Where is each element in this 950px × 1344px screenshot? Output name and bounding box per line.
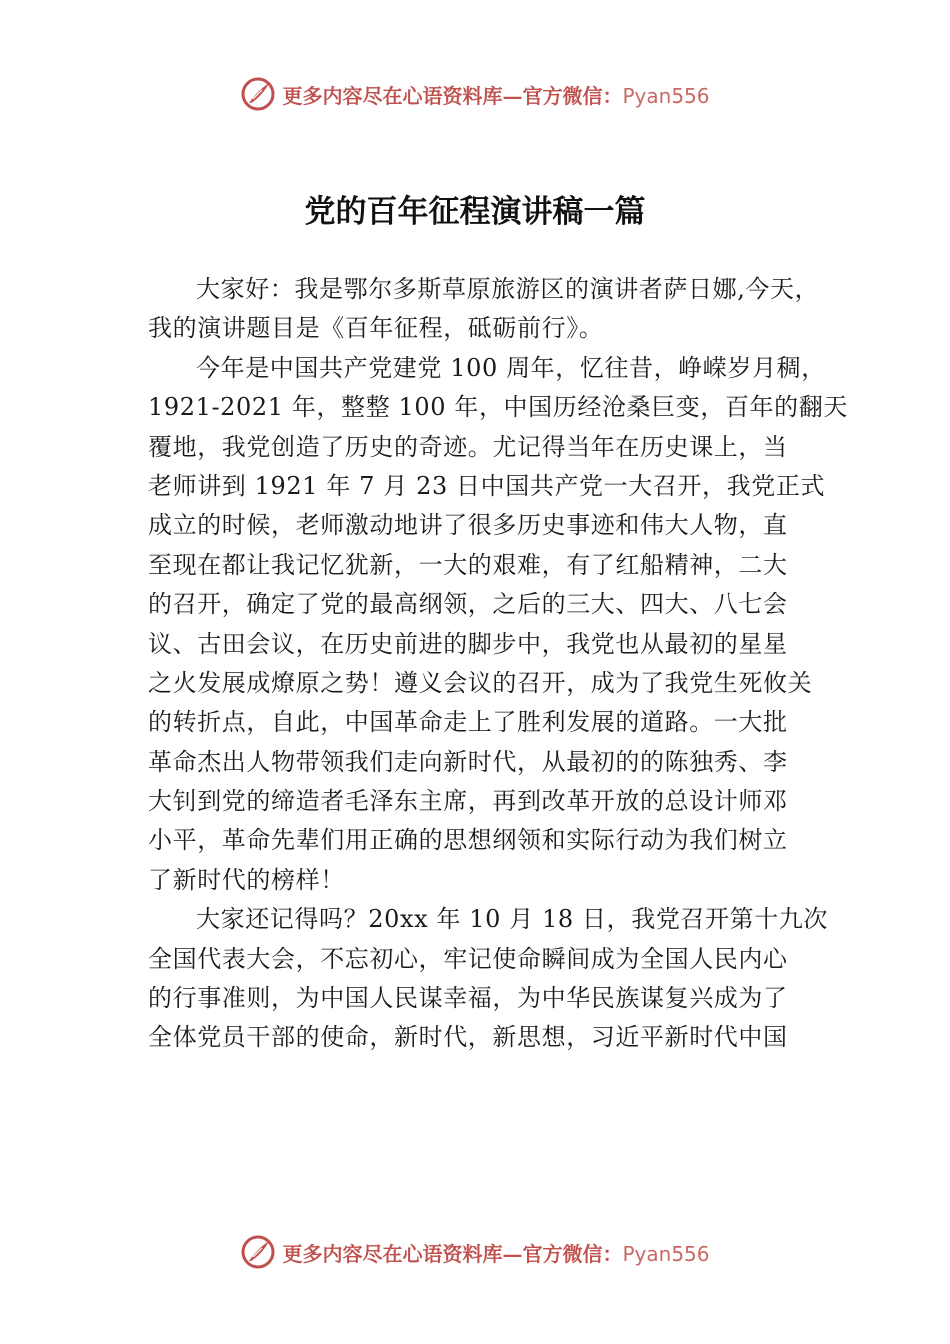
text-line: 覆地，我党创造了历史的奇迹。尤记得当年在历史课上，当 (148, 432, 788, 461)
text-line: 之火发展成燎原之势！遵义会议的召开，成为了我党生死攸关 (148, 668, 813, 697)
document-body (148, 270, 848, 1058)
banner-wechat-id: Pyan556 (622, 1241, 710, 1266)
text-line: 议、古田会议，在历史前进的脚步中，我党也从最初的星星 (148, 629, 788, 658)
text-line: 至现在都让我记忆犹新，一大的艰难，有了红船精神，二大 (148, 550, 788, 579)
text-line: 小平，革命先辈们用正确的思想纲领和实际行动为我们树立 (148, 826, 788, 855)
text-line: 成立的时候，老师激动地讲了很多历史事迹和伟大人物，直 (148, 511, 788, 540)
text-line: 老师讲到 1921 年 7 月 23 日中国共产党一大召开，我党正式 (148, 471, 826, 500)
feather-circle-logo-icon (240, 76, 276, 112)
banner-label: 更多内容尽在心语资料库—官方微信： (282, 1241, 623, 1266)
text-line: 今年是中国共产党建党 100 周年，忆往昔，峥嵘岁月稠， (196, 353, 826, 382)
banner-label: 更多内容尽在心语资料库—官方微信： (282, 83, 623, 108)
banner-wechat-id: Pyan556 (622, 83, 710, 108)
text-line: 革命杰出人物带领我们走向新时代，从最初的的陈独秀、李 (148, 747, 788, 776)
text-line: 我的演讲题目是《百年征程，砥砺前行》。 (148, 314, 604, 343)
text-line: 大钊到党的缔造者毛泽东主席，再到改革开放的总设计师邓 (148, 787, 788, 816)
feather-circle-logo-icon (240, 1234, 276, 1270)
text-line: 的行事准则，为中国人民谋幸福，为中华民族谋复兴成为了 (148, 984, 788, 1013)
text-line: 全国代表大会，不忘初心，牢记使命瞬间成为全国人民内心 (148, 944, 788, 973)
header-banner (0, 74, 950, 114)
document-title: 党的百年征程演讲稿一篇 (304, 194, 646, 230)
text-line: 了新时代的榜样！ (148, 865, 345, 894)
text-line: 1921-2021 年，整整 100 年，中国历经沧桑巨变，百年的翻天 (148, 393, 848, 422)
text-line: 的召开，确定了党的最高纲领，之后的三大、四大、八七会 (148, 590, 788, 619)
text-line: 的转折点，自此，中国革命走上了胜利发展的道路。一大批 (148, 708, 788, 737)
text-line: 大家好：我是鄂尔多斯草原旅游区的演讲者萨日娜,今天， (196, 275, 820, 303)
text-line: 全体党员干部的使命，新时代，新思想，习近平新时代中国 (148, 1023, 788, 1052)
banner-text (282, 80, 709, 109)
banner-text (282, 1238, 709, 1267)
text-line: 大家还记得吗？20xx 年 10 月 18 日，我党召开第十九次 (196, 905, 829, 934)
footer-banner (0, 1232, 950, 1272)
